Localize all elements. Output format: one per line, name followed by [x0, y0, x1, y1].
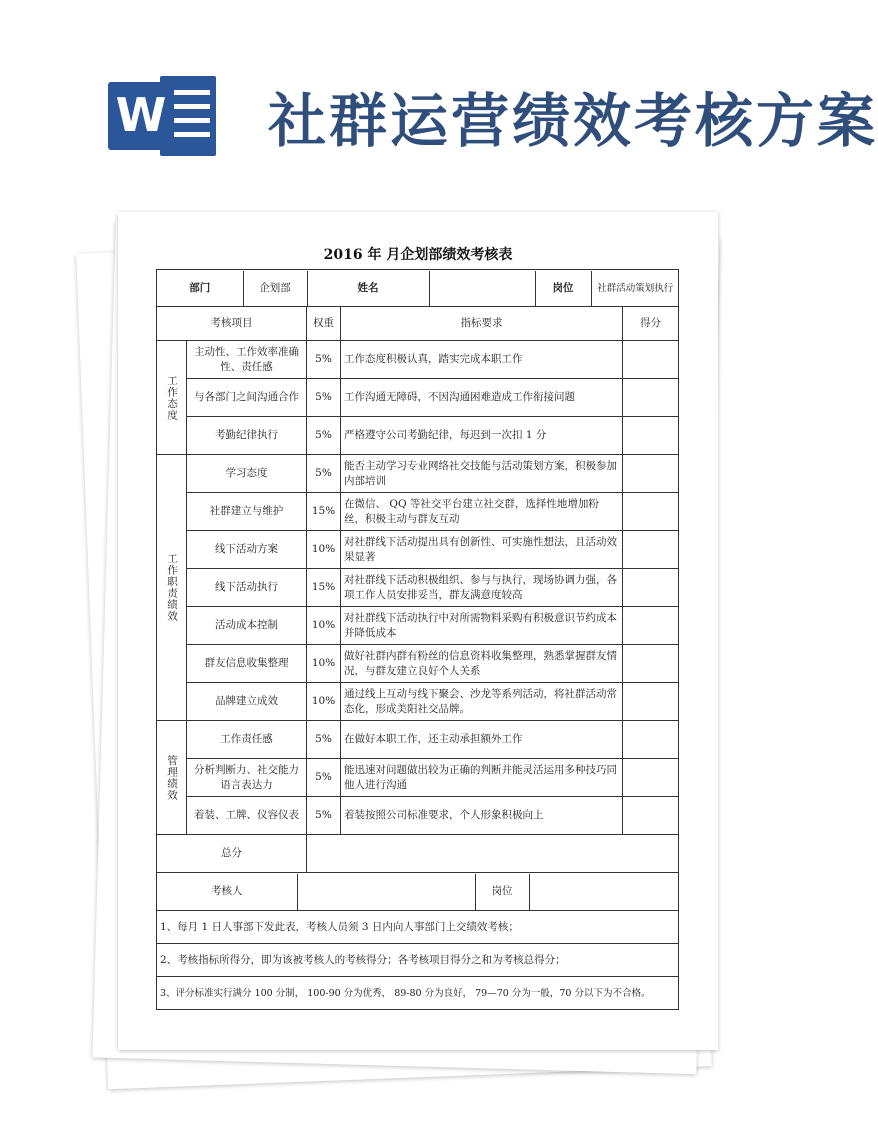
table-row: [157, 645, 679, 683]
weight-cell: 5%: [307, 341, 341, 379]
req-cell: 工作态度积极认真，踏实完成本职工作: [341, 341, 623, 379]
weight-cell: 15%: [307, 569, 341, 607]
col-item-header: 考核项目: [157, 307, 307, 341]
req-cell: 严格遵守公司考勤纪律，每迟到一次扣 1 分: [341, 417, 623, 455]
score-cell[interactable]: [623, 759, 679, 797]
post-label: 岗位: [535, 271, 591, 306]
info-row: [157, 270, 679, 307]
table-row: [157, 417, 679, 455]
score-cell[interactable]: [623, 645, 679, 683]
score-cell[interactable]: [623, 797, 679, 835]
item-cell: 着装、工牌、仪容仪表: [187, 797, 307, 835]
word-logo-icon: [108, 70, 220, 162]
document-title: 2016 年 月企划部绩效考核表: [323, 247, 513, 263]
score-cell[interactable]: [623, 569, 679, 607]
item-cell: 品牌建立成效: [187, 683, 307, 721]
score-cell[interactable]: [623, 417, 679, 455]
score-cell[interactable]: [623, 683, 679, 721]
note-row: [157, 911, 679, 944]
req-cell: 在微信、 QQ 等社交平台建立社交群，选择性地增加粉丝，积极主动与群友互动: [341, 493, 623, 531]
table-row: [157, 493, 679, 531]
req-cell: 对社群线下活动积极组织、参与与执行，现场协调力强，各项工作人员安排妥当，群友满意度较高: [341, 569, 623, 607]
score-cell[interactable]: [623, 721, 679, 759]
weight-cell: 5%: [307, 455, 341, 493]
total-row: [157, 835, 679, 873]
assessor-post-label: 岗位: [475, 874, 529, 910]
assessor-post-value[interactable]: [529, 874, 679, 910]
weight-cell: 15%: [307, 493, 341, 531]
note-text: 3、评分标准实行满分 100 分制， 100-90 分为优秀， 89-80 分为良好， 79—70 分为一般，70 分以下为不合格。: [157, 977, 679, 1010]
appraisal-table: [156, 269, 679, 1010]
table-row: [157, 379, 679, 417]
weight-cell: 5%: [307, 759, 341, 797]
table-row: [157, 683, 679, 721]
item-cell: 工作责任感: [187, 721, 307, 759]
table-row: [157, 569, 679, 607]
item-cell: 主动性、工作效率准确性、责任感: [187, 341, 307, 379]
weight-cell: 5%: [307, 721, 341, 759]
req-cell: 能迅速对问题做出较为正确的判断并能灵活运用多种技巧同他人进行沟通: [341, 759, 623, 797]
req-cell: 做好社群内群有粉丝的信息资料收集整理，熟悉掌握群友情况，与群友建立良好个人关系: [341, 645, 623, 683]
score-cell[interactable]: [623, 455, 679, 493]
dept-label: 部门: [157, 271, 243, 306]
item-cell: 线下活动方案: [187, 531, 307, 569]
weight-cell: 10%: [307, 683, 341, 721]
word-logo-letter: W: [115, 88, 167, 142]
col-weight-header: 权重: [307, 307, 341, 341]
banner-title: 社群运营绩效考核方案: [268, 87, 878, 155]
note-row: [157, 977, 679, 1010]
weight-cell: 10%: [307, 531, 341, 569]
dept-value: 企划部: [243, 271, 307, 306]
weight-cell: 10%: [307, 645, 341, 683]
name-value: [429, 271, 535, 306]
req-cell: 对社群线下活动提出具有创新性、可实施性想法，且活动效果显著: [341, 531, 623, 569]
header-row: [157, 307, 679, 341]
table-row: [157, 531, 679, 569]
weight-cell: 10%: [307, 607, 341, 645]
weight-cell: 5%: [307, 379, 341, 417]
item-cell: 学习态度: [187, 455, 307, 493]
col-req-header: 指标要求: [341, 307, 623, 341]
post-value: 社群活动策划执行: [597, 282, 674, 294]
item-cell: 考勤纪律执行: [187, 417, 307, 455]
assessor-label: 考核人: [157, 874, 297, 910]
assessor-row: [157, 873, 679, 911]
table-row: [157, 759, 679, 797]
req-cell: 通过线上互动与线下聚会、沙龙等系列活动，将社群活动常态化，形成美阳社交品牌。: [341, 683, 623, 721]
group-label: 工作态度: [157, 341, 187, 455]
total-label: 总分: [157, 835, 307, 873]
item-cell: 线下活动执行: [187, 569, 307, 607]
col-score-header: 得分: [623, 307, 679, 341]
req-cell: 工作沟通无障碍，不因沟通困难造成工作衔接问题: [341, 379, 623, 417]
req-cell: 对社群线下活动执行中对所需物料采购有积极意识节约成本并降低成本: [341, 607, 623, 645]
table-row: [157, 455, 679, 493]
req-cell: 着装按照公司标准要求，个人形象积极向上: [341, 797, 623, 835]
name-label: 姓名: [307, 271, 429, 306]
table-row: [157, 607, 679, 645]
weight-cell: 5%: [307, 417, 341, 455]
assessor-value[interactable]: [297, 874, 475, 910]
note-text: 1、每月 1 日人事部下发此表，考核人员须 3 日内向人事部门上交绩效考核；: [157, 911, 679, 944]
group-label: 管理绩效: [157, 721, 187, 835]
score-cell[interactable]: [623, 531, 679, 569]
weight-cell: 5%: [307, 797, 341, 835]
item-cell: 群友信息收集整理: [187, 645, 307, 683]
req-cell: 在做好本职工作，还主动承担额外工作: [341, 721, 623, 759]
item-cell: 活动成本控制: [187, 607, 307, 645]
req-cell: 能否主动学习专业网络社交技能与活动策划方案，积极参加内部培训: [341, 455, 623, 493]
score-cell[interactable]: [623, 341, 679, 379]
score-cell[interactable]: [623, 493, 679, 531]
note-row: [157, 944, 679, 977]
note-text: 2、考核指标所得分，即为该被考核人的考核得分；各考核项目得分之和为考核总得分；: [157, 944, 679, 977]
score-cell[interactable]: [623, 607, 679, 645]
item-cell: 分析判断力、社交能力语言表达力: [187, 759, 307, 797]
table-row: [157, 341, 679, 379]
score-cell[interactable]: [623, 379, 679, 417]
total-value-cell[interactable]: [307, 835, 679, 873]
item-cell: 与各部门之间沟通合作: [187, 379, 307, 417]
table-row: [157, 797, 679, 835]
item-cell: 社群建立与维护: [187, 493, 307, 531]
table-row: [157, 721, 679, 759]
group-label: 工作职责绩效: [157, 455, 187, 721]
